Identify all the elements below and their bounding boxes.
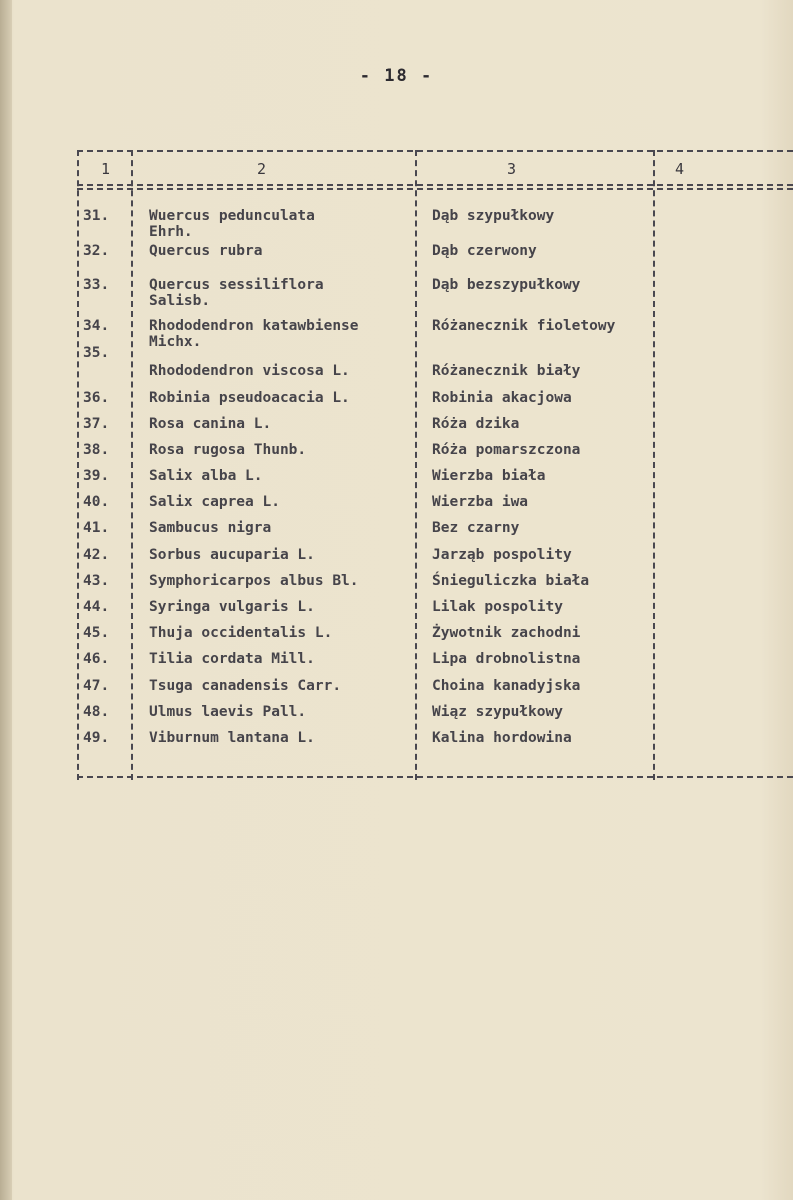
row-number: 37. xyxy=(83,416,110,432)
row-number: 49. xyxy=(83,730,110,746)
latin-name: Sorbus aucuparia L. xyxy=(149,547,315,563)
column-header-4: 4 xyxy=(675,160,685,178)
row-number: 48. xyxy=(83,704,110,720)
latin-name: Quercus sessiliflora Salisb. xyxy=(149,277,324,309)
latin-name: Sambucus nigra xyxy=(149,520,272,536)
row-number: 44. xyxy=(83,599,110,615)
latin-name: Syringa vulgaris L. xyxy=(149,599,315,615)
page-number: - 18 - xyxy=(359,66,434,86)
latin-name: Rosa canina L. xyxy=(149,416,272,432)
column-header-3: 3 xyxy=(507,160,517,178)
header-separator-double xyxy=(77,188,793,190)
row-number: 39. xyxy=(83,468,110,484)
latin-name: Salix caprea L. xyxy=(149,494,280,510)
latin-name: Wuercus pedunculata Ehrh. xyxy=(149,208,315,240)
row-number: 42. xyxy=(83,547,110,563)
latin-name: Ulmus laevis Pall. xyxy=(149,704,307,720)
polish-name: Dąb czerwony xyxy=(432,243,537,259)
table-top-border xyxy=(77,150,793,152)
polish-name: Robinia akacjowa xyxy=(432,390,572,406)
column-header-1: 1 xyxy=(101,160,111,178)
ledger-table xyxy=(77,150,793,780)
row-number: 36. xyxy=(83,390,110,406)
column-divider-1-2 xyxy=(131,150,133,780)
latin-name: Rhododendron katawbiense Michx. xyxy=(149,318,359,350)
latin-name: Tsuga canadensis Carr. xyxy=(149,678,342,694)
column-divider-left xyxy=(77,150,79,780)
latin-name: Symphoricarpos albus Bl. xyxy=(149,573,359,589)
polish-name: Jarząb pospolity xyxy=(432,547,572,563)
polish-name: Wierzba biała xyxy=(432,468,546,484)
polish-name: Choina kanadyjska xyxy=(432,678,581,694)
polish-name: Dąb bezszypułkowy xyxy=(432,277,581,293)
column-header-2: 2 xyxy=(257,160,267,178)
binding-edge xyxy=(0,0,12,1200)
row-number: 38. xyxy=(83,442,110,458)
polish-name: Różanecznik biały xyxy=(432,363,581,379)
polish-name: Wiąz szypułkowy xyxy=(432,704,563,720)
row-number: 40. xyxy=(83,494,110,510)
polish-name: Róża pomarszczona xyxy=(432,442,581,458)
row-number: 32. xyxy=(83,243,110,259)
polish-name: Lipa drobnolistna xyxy=(432,651,581,667)
polish-name: Róża dzika xyxy=(432,416,520,432)
latin-name: Robinia pseudoacacia L. xyxy=(149,390,350,406)
latin-name: Rosa rugosa Thunb. xyxy=(149,442,307,458)
polish-name: Żywotnik zachodni xyxy=(432,625,581,641)
row-number: 35. xyxy=(83,345,110,361)
polish-name: Kalina hordowina xyxy=(432,730,572,746)
polish-name: Różanecznik fioletowy xyxy=(432,318,616,334)
row-number: 41. xyxy=(83,520,110,536)
polish-name: Dąb szypułkowy xyxy=(432,208,555,224)
latin-name: Viburnum lantana L. xyxy=(149,730,315,746)
latin-name: Thuja occidentalis L. xyxy=(149,625,333,641)
header-separator xyxy=(77,184,793,186)
latin-name: Quercus rubra xyxy=(149,243,263,259)
row-number: 45. xyxy=(83,625,110,641)
polish-name: Wierzba iwa xyxy=(432,494,529,510)
polish-name: Lilak pospolity xyxy=(432,599,563,615)
polish-name: Śnieguliczka biała xyxy=(432,573,590,589)
table-bottom-border xyxy=(77,776,793,778)
row-number: 33. xyxy=(83,277,110,293)
row-number: 34. xyxy=(83,318,110,334)
row-number: 46. xyxy=(83,651,110,667)
latin-name: Salix alba L. xyxy=(149,468,263,484)
latin-name: Tilia cordata Mill. xyxy=(149,651,315,667)
polish-name: Bez czarny xyxy=(432,520,520,536)
latin-name: Rhododendron viscosa L. xyxy=(149,363,350,379)
row-number: 43. xyxy=(83,573,110,589)
row-number: 47. xyxy=(83,678,110,694)
row-number: 31. xyxy=(83,208,110,224)
